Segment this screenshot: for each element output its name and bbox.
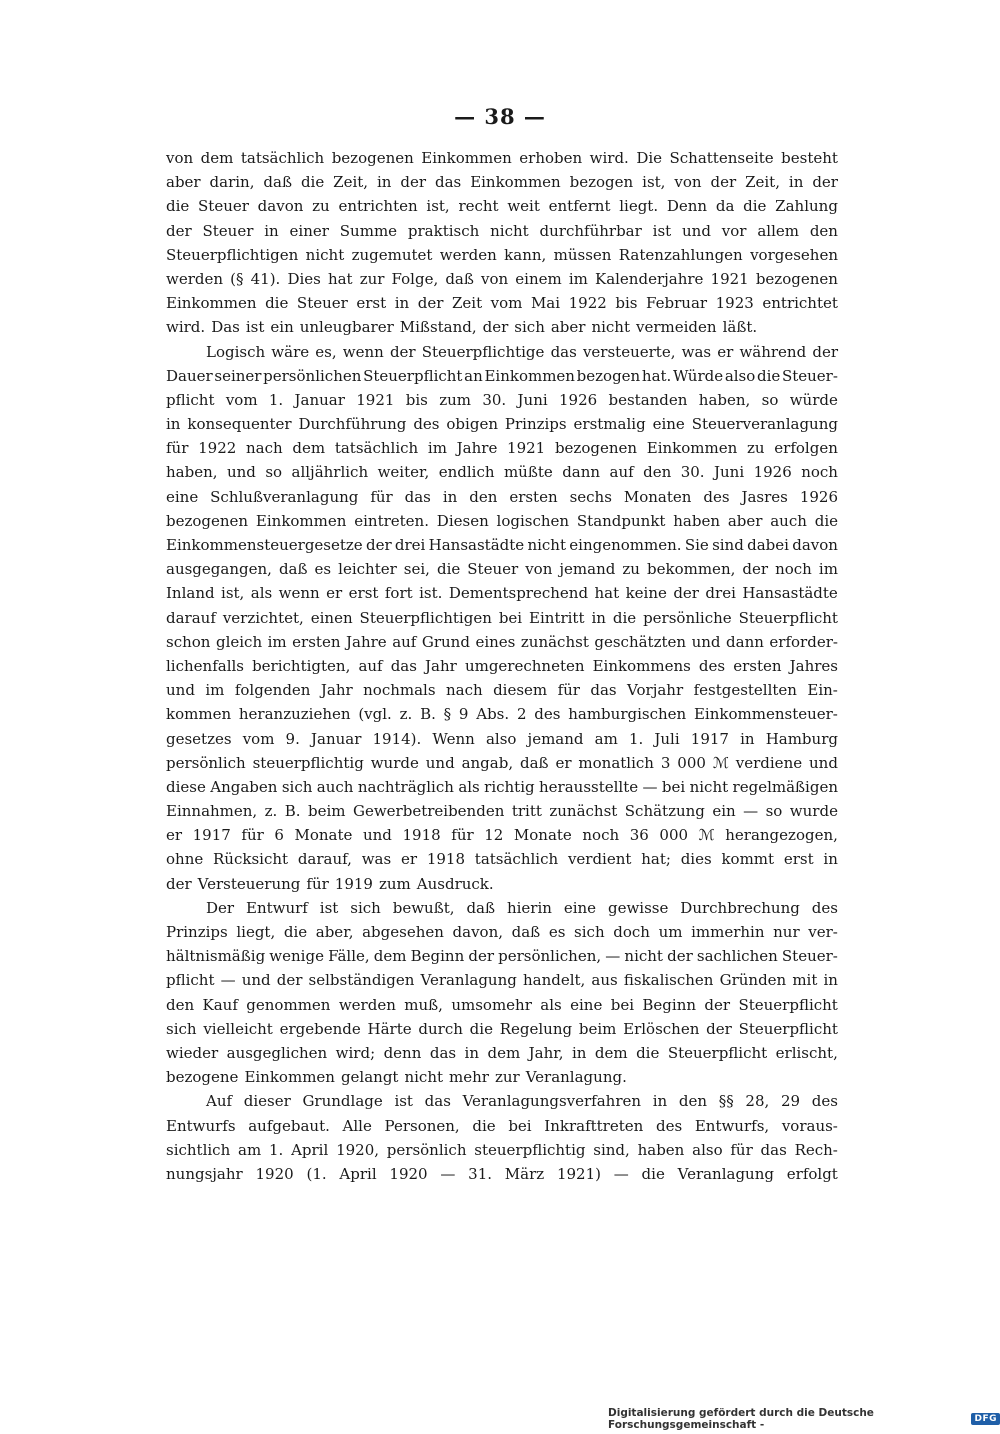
page-number: — 38 — — [454, 104, 546, 129]
text-line: ohne Rücksicht darauf, was er 1918 tatsächlich verdient hat; dies kommt erst in — [166, 850, 838, 869]
text-line: sichtlich am 1. April 1920, persönlich steuerpflichtig sind, haben also für das Rech- — [166, 1140, 838, 1159]
text-line: Inland ist, als wenn er erst fort ist. Dementsprechend hat keine der drei Hansastädte — [166, 584, 838, 603]
text-line: lichenfalls berichtigten, auf das Jahr umgerechneten Einkommens des ersten Jahres — [166, 656, 838, 675]
text-line: und im folgenden Jahr nochmals nach diesem für das Vorjahr festgestellten Ein- — [166, 681, 838, 700]
digitization-footer — [608, 1407, 1000, 1431]
text-line: eine Schlußveranlagung für das in den ersten sechs Monaten des Jasres 1926 — [166, 487, 838, 506]
text-line: hältnismäßig wenige Fälle, dem Beginn der persönlichen, — nicht der sachlichen Steuer- — [166, 947, 838, 966]
text-line: ausgegangen, daß es leichter sei, die Steuer von jemand zu bekommen, der noch im — [166, 560, 838, 579]
text-line: Steuerpflichtigen nicht zugemutet werden kann, müssen Ratenzahlungen vorgesehen — [166, 245, 838, 264]
text-line: werden (§ 41). Dies hat zur Folge, daß von einem im Kalenderjahre 1921 bezogenen — [166, 269, 838, 288]
text-line: Einkommensteuergesetze der drei Hansastädte nicht eingenommen. Sie sind dabei davon — [166, 536, 838, 554]
text-line: der Versteuerung für 1919 zum Ausdruck. — [166, 874, 494, 893]
text-line: kommen heranzuziehen (vgl. z. B. § 9 Abs. 2 des hamburgischen Einkommensteuer- — [166, 705, 838, 724]
text-line: Logisch wäre es, wenn der Steuerpflichtige das versteuerte, was er während der — [206, 342, 838, 361]
text-line: pflicht — und der selbständigen Veranlagung handelt, aus fiskalischen Gründen mit in — [166, 971, 838, 990]
text-line: aber darin, daß die Zeit, in der das Einkommen bezogen ist, von der Zeit, in der — [166, 173, 838, 192]
body-text — [166, 146, 838, 1186]
text-line: sich vielleicht ergebende Härte durch die Regelung beim Erlöschen der Steuerpflicht — [166, 1019, 838, 1038]
text-line: wieder ausgeglichen wird; denn das in dem Jahr, in dem die Steuerpflicht erlischt, — [166, 1043, 838, 1062]
text-line: Auf dieser Grundlage ist das Veranlagungsverfahren in den §§ 28, 29 des — [206, 1092, 838, 1111]
text-line: Dauer seiner persönlichen Steuerpflicht an Einkommen bezogen hat. Würde also die Steuer- — [166, 366, 838, 385]
footer-text: Digitalisierung gefördert durch die Deutsche Forschungsgemeinschaft - — [608, 1407, 874, 1431]
text-line: darauf verzichtet, einen Steuerpflichtigen bei Eintritt in die persönliche Steuerpflicht — [166, 608, 838, 627]
text-line: bezogenen Einkommen eintreten. Diesen logischen Standpunkt haben aber auch die — [166, 511, 838, 530]
text-line: Entwurfs aufgebaut. Alle Personen, die bei Inkrafttreten des Entwurfs, voraus- — [166, 1116, 838, 1135]
text-line: persönlich steuerpflichtig wurde und angab, daß er monatlich 3 000 ℳ verdiene und — [166, 753, 838, 772]
text-line: von dem tatsächlich bezogenen Einkommen erhoben wird. Die Schattenseite besteht — [166, 149, 838, 167]
dfg-logo: DFG — [971, 1413, 1000, 1425]
paragraph — [166, 896, 838, 1090]
paragraph — [166, 340, 838, 896]
text-line: gesetzes vom 9. Januar 1914). Wenn also jemand am 1. Juli 1917 in Hamburg — [166, 729, 838, 748]
text-line: Einnahmen, z. B. beim Gewerbetreibenden tritt zunächst Schätzung ein — so wurde — [166, 802, 838, 821]
text-line: der Steuer in einer Summe praktisch nicht durchführbar ist und vor allem den — [166, 221, 838, 240]
text-line: er 1917 für 6 Monate und 1918 für 12 Monate noch 36 000 ℳ herangezogen, — [166, 826, 838, 845]
text-line: nungsjahr 1920 (1. April 1920 — 31. März 1921) — die Veranlagung erfolgt — [166, 1164, 838, 1183]
text-line: bezogene Einkommen gelangt nicht mehr zur Veranlagung. — [166, 1068, 627, 1087]
text-line: für 1922 nach dem tatsächlich im Jahre 1921 bezogenen Einkommen zu erfolgen — [166, 439, 838, 458]
text-line: Der Entwurf ist sich bewußt, daß hierin eine gewisse Durchbrechung des — [206, 898, 838, 917]
paragraph — [166, 146, 838, 340]
text-line: schon gleich im ersten Jahre auf Grund eines zunächst geschätzten und dann erforder- — [166, 632, 838, 651]
text-line: den Kauf genommen werden muß, umsomehr als eine bei Beginn der Steuerpflicht — [166, 995, 838, 1014]
text-line: haben, und so alljährlich weiter, endlich müßte dann auf den 30. Juni 1926 noch — [166, 463, 838, 482]
text-line: in konsequenter Durchführung des obigen Prinzips erstmalig eine Steuerveranlagung — [166, 415, 838, 434]
text-line: Einkommen die Steuer erst in der Zeit vom Mai 1922 bis Februar 1923 entrichtet — [166, 294, 838, 313]
text-line: die Steuer davon zu entrichten ist, recht weit entfernt liegt. Denn da die Zahlung — [166, 197, 838, 216]
text-line: wird. Das ist ein unleugbarer Mißstand, der sich aber nicht vermeiden läßt. — [166, 318, 758, 337]
text-line: diese Angaben sich auch nachträglich als richtig herausstellte — bei nicht regelmäßigen — [166, 777, 838, 796]
text-line: Prinzips liegt, die aber, abgesehen davon, daß es sich doch um immerhin nur ver- — [166, 923, 838, 941]
paragraph — [166, 1089, 838, 1186]
text-line: pflicht vom 1. Januar 1921 bis zum 30. Juni 1926 bestanden haben, so würde — [166, 390, 838, 409]
